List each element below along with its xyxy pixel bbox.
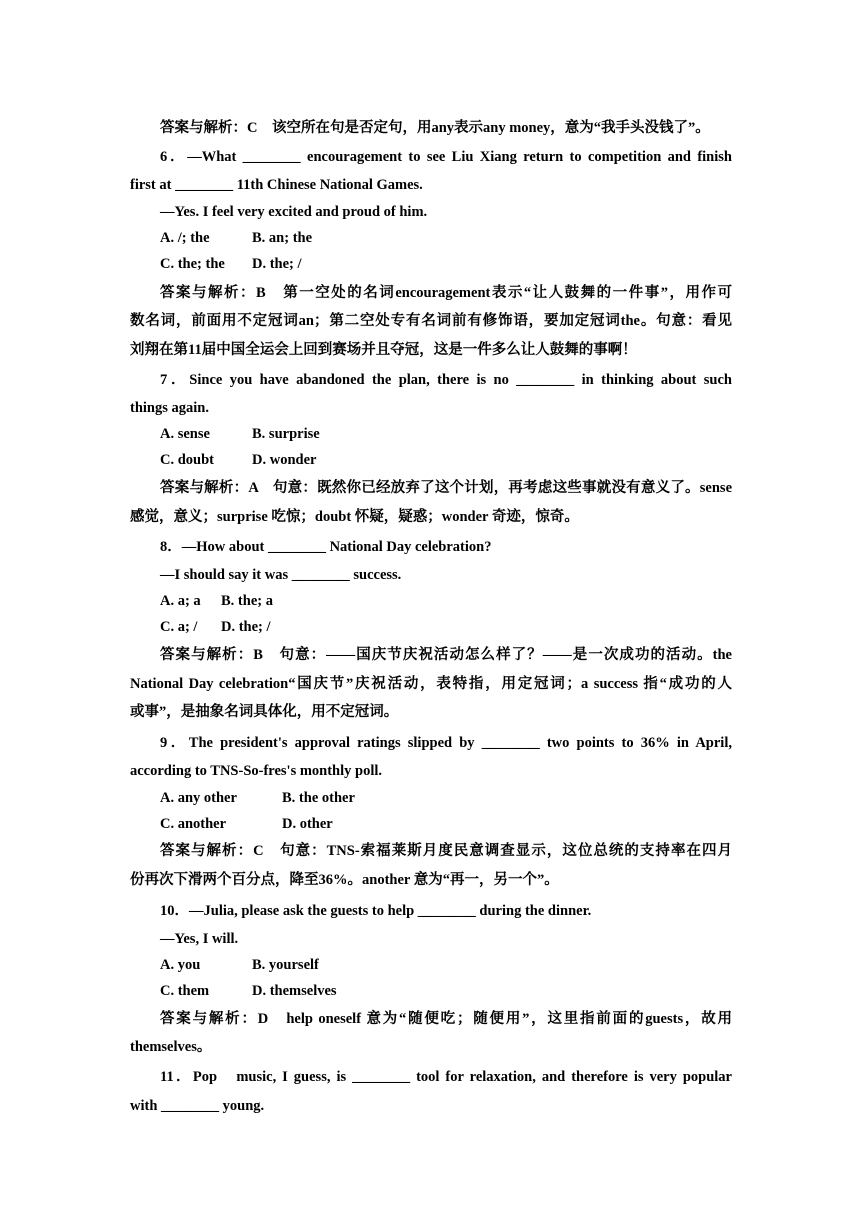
text-line: 9．The president's approval ratings slipped by ________ two points to 36% in April, xyxy=(160,734,732,751)
option-label: B. the; a xyxy=(221,592,273,609)
text-line: 答案与解析：A 句意：既然你已经放弃了这个计划，再考虑这些事就没有意义了。sense xyxy=(160,479,732,496)
text-line: 答案与解析：C 该空所在句是否定句，用any表示any money，意为“我手头没钱了”。 xyxy=(160,119,710,136)
text-line: —I should say it was ________ success. xyxy=(160,566,402,583)
answer-options xyxy=(130,811,732,838)
option-label: D. wonder xyxy=(252,451,317,468)
text-line: National Day celebration“国庆节”庆祝活动，表特指，用定冠词；a success 指“成功的人 xyxy=(130,675,732,692)
text-line: 10．—Julia, please ask the guests to help ________ during the dinner. xyxy=(160,902,592,919)
text-line: according to TNS-So-fres's monthly poll. xyxy=(130,762,383,779)
answer-options xyxy=(130,251,732,278)
option-label: A. a; a xyxy=(160,592,201,609)
option-label: C. a; / xyxy=(160,618,198,635)
text-line: themselves。 xyxy=(130,1038,212,1055)
text-line: 答案与解析：B 第一空处的名词encouragement表示“让人鼓舞的一件事”，用作可 xyxy=(160,284,732,301)
text-line: 答案与解析：D help oneself 意为“随便吃；随便用”，这里指前面的guests，故用 xyxy=(160,1010,732,1027)
option-label: D. themselves xyxy=(252,982,337,999)
answer-options xyxy=(130,614,732,641)
text-line: things again. xyxy=(130,399,209,416)
answer-options xyxy=(130,785,732,812)
option-label: A. /; the xyxy=(160,229,210,246)
text-line: 答案与解析：C 句意：TNS-索福莱斯月度民意调查显示，这位总统的支持率在四月 xyxy=(160,842,732,859)
answer-options xyxy=(130,952,732,979)
option-label: D. other xyxy=(282,815,333,832)
text-line: 份再次下滑两个百分点，降至36%。another 意为“再一，另一个”。 xyxy=(130,871,559,888)
answer-options xyxy=(130,447,732,474)
option-label: C. doubt xyxy=(160,451,214,468)
answer-options xyxy=(130,225,732,252)
option-label: A. sense xyxy=(160,425,210,442)
text-line: 刘翔在第11届中国全运会上回到赛场并且夺冠，这是一件多么让人鼓舞的事啊！ xyxy=(130,341,637,358)
answer-options xyxy=(130,588,732,615)
option-label: C. them xyxy=(160,982,210,999)
text-line: 11．Pop music, I guess, is ________ tool for relaxation, and therefore is very popular xyxy=(160,1068,732,1085)
option-label: A. any other xyxy=(160,789,237,806)
option-label: B. surprise xyxy=(252,425,320,442)
option-label: A. you xyxy=(160,956,201,973)
option-label: B. yourself xyxy=(252,956,319,973)
option-label: B. the other xyxy=(282,789,355,806)
option-label: B. an; the xyxy=(252,229,313,246)
text-line: 数名词，前面用不定冠词an；第二空处专有名词前有修饰语，要加定冠词the。句意：看见 xyxy=(130,312,732,329)
text-line: 或事”，是抽象名词具体化，用不定冠词。 xyxy=(130,703,399,720)
answer-options xyxy=(130,421,732,448)
text-line: —Yes, I will. xyxy=(160,930,239,947)
option-label: C. the; the xyxy=(160,255,225,272)
text-line: first at ________ 11th Chinese National Games. xyxy=(130,176,423,193)
answer-options xyxy=(130,978,732,1005)
text-line: —Yes. I feel very excited and proud of him. xyxy=(160,203,428,220)
text-line: 8．—How about ________ National Day celebration? xyxy=(160,538,492,555)
text-line: 7．Since you have abandoned the plan, there is no ________ in thinking about such xyxy=(160,371,732,388)
option-label: D. the; / xyxy=(252,255,302,272)
option-label: C. another xyxy=(160,815,227,832)
text-line: 感觉，意义；surprise 吃惊；doubt 怀疑，疑惑；wonder 奇迹，惊奇。 xyxy=(130,508,579,525)
text-line: 6．—What ________ encouragement to see Liu Xiang return to competition and finish xyxy=(160,148,732,165)
option-label: D. the; / xyxy=(221,618,271,635)
text-line: 答案与解析：B 句意：——国庆节庆祝活动怎么样了？——是一次成功的活动。the xyxy=(160,646,732,663)
text-line: with ________ young. xyxy=(130,1097,265,1114)
